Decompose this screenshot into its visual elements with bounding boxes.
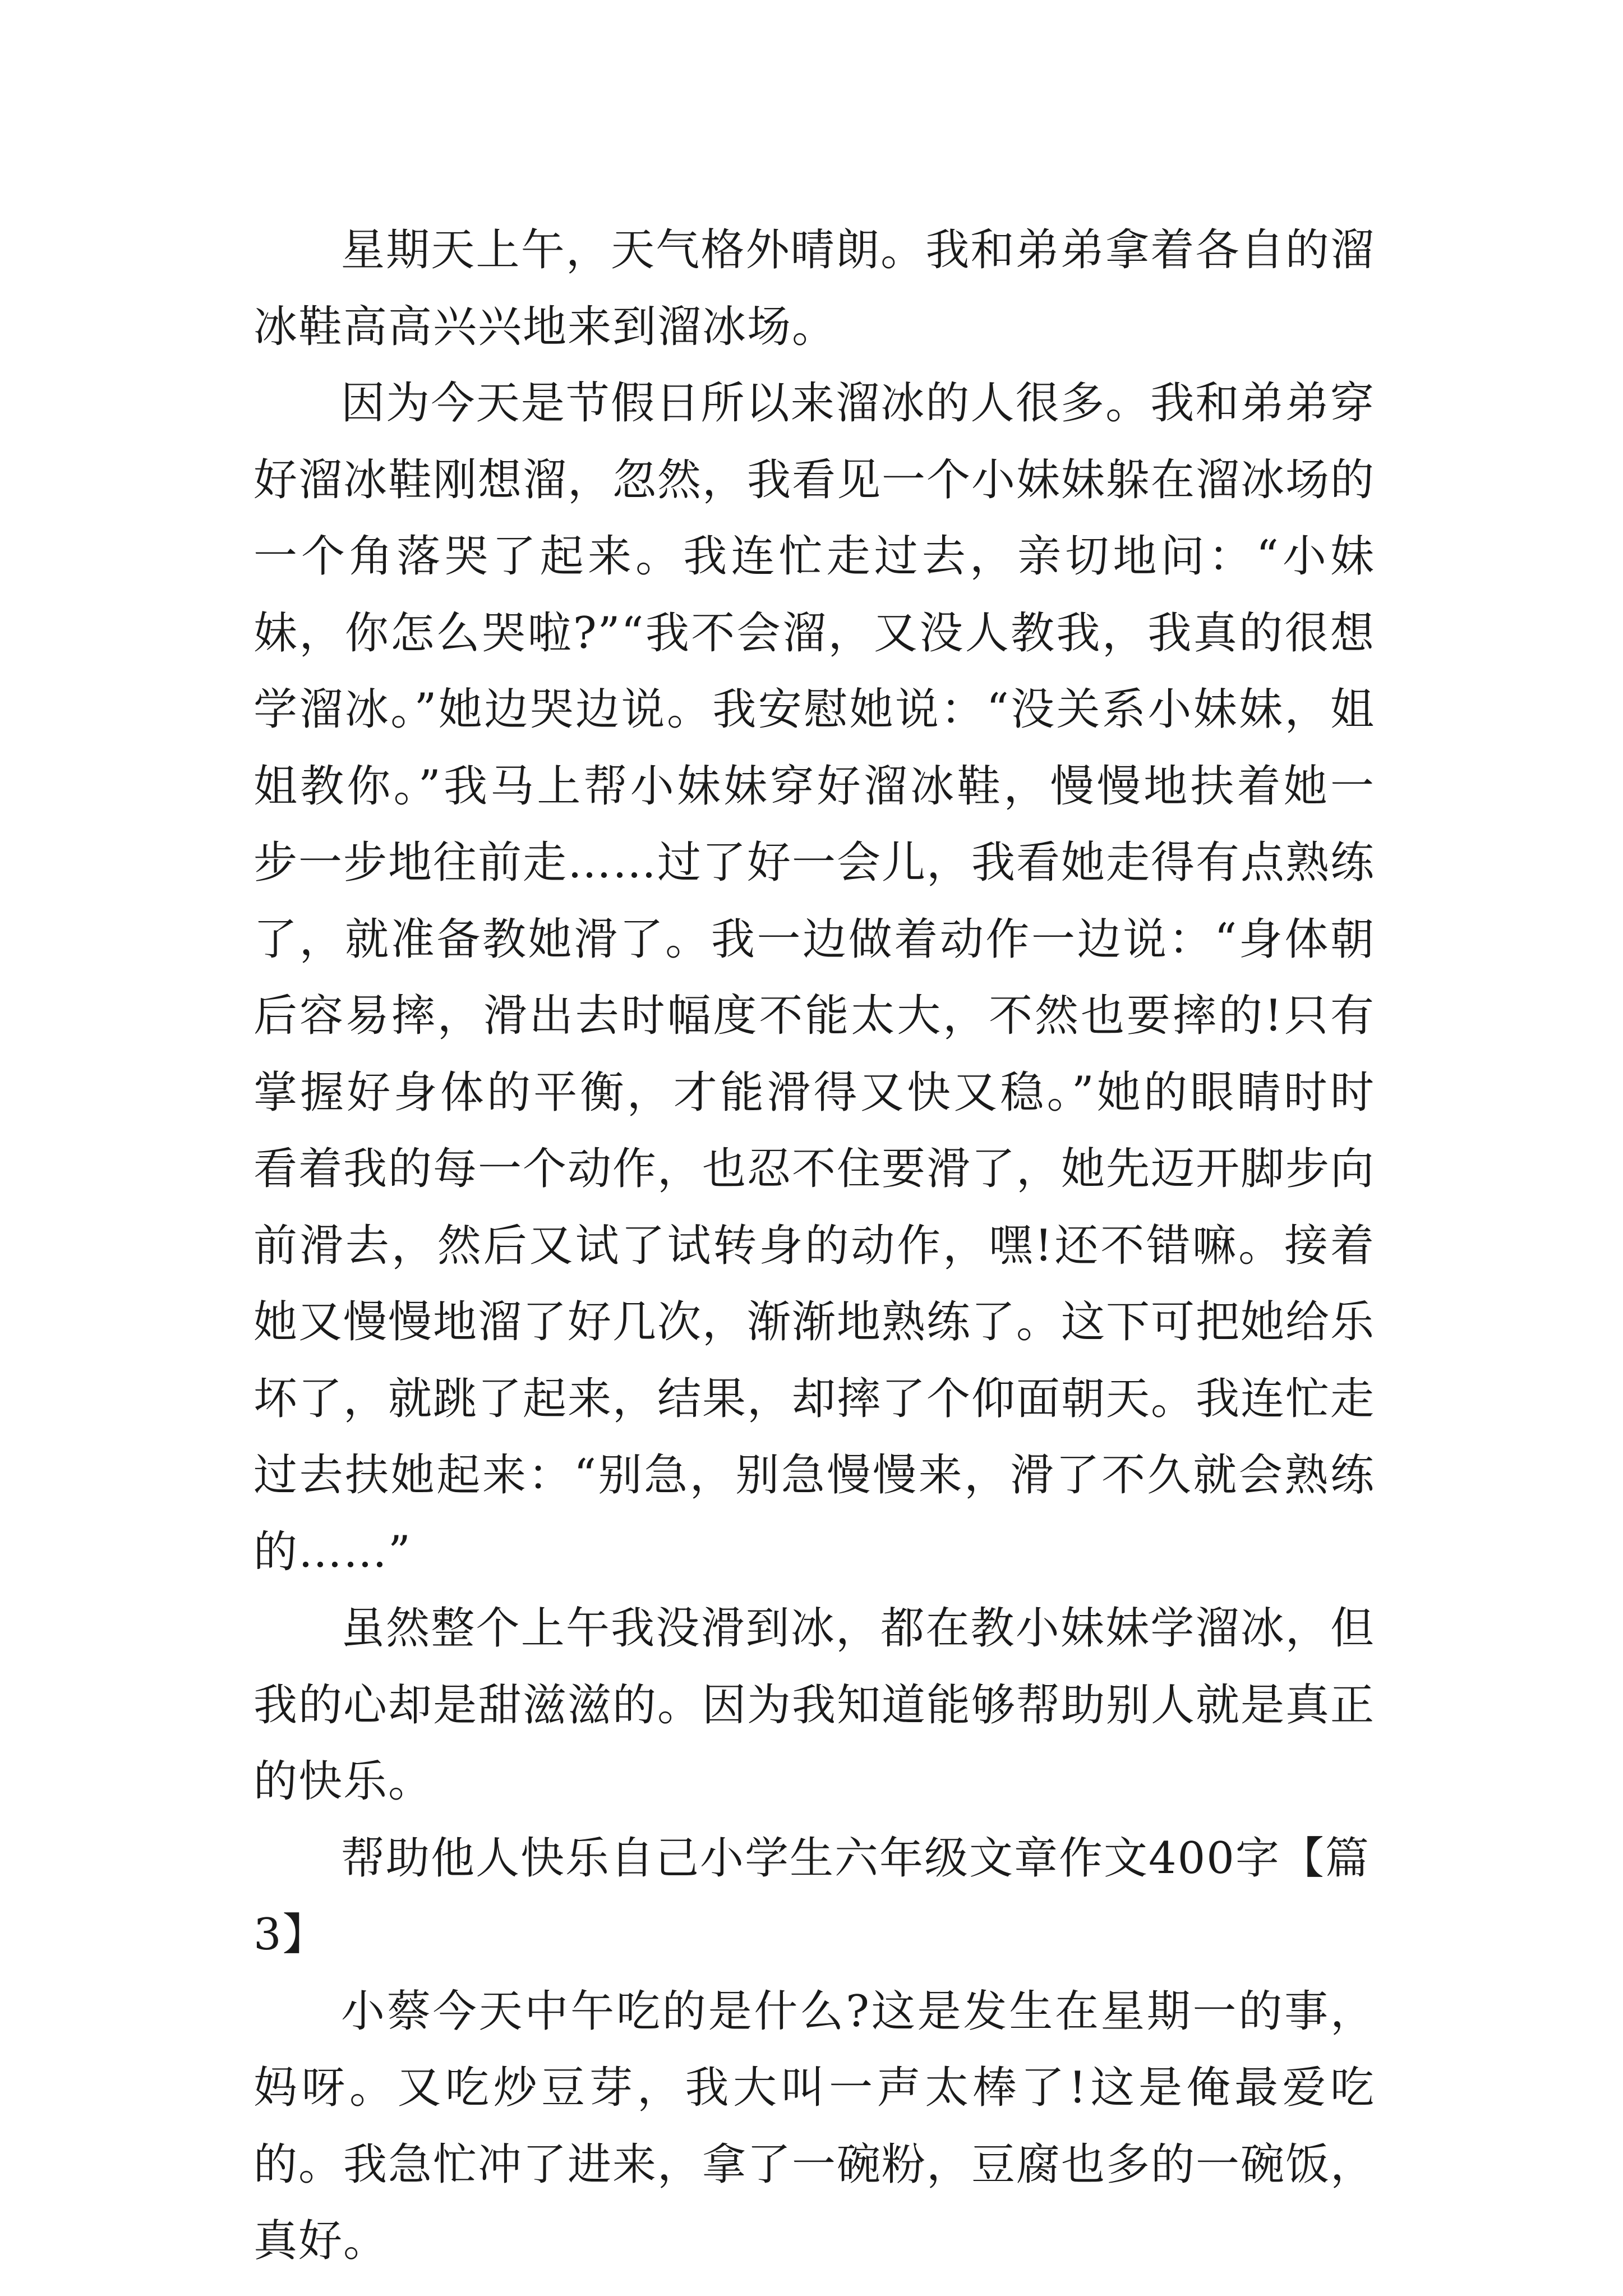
paragraph-2: 因为今天是节假日所以来溜冰的人很多。我和弟弟穿好溜冰鞋刚想溜，忽然，我看见一个小妹妹躲在溜冰场的一个角落哭了起来。我连忙走过去，亲切地问：“小妹妹，你怎么哭啦?”“我不会溜，又没人教我，我真的很想学溜冰。”她边哭边说。我安慰她说：“没关系小妹妹，姐姐教你。”我马上帮小妹妹穿好溜冰鞋，慢慢地扶着她一步一步地往前走……过了好一会儿，我看她走得有点熟练了，就准备教她滑了。我一边做着动作一边说：“身体朝后容易摔，滑出去时幅度不能太大，不然也要摔的!只有掌握好身体的平衡，才能滑得又快又稳。”她的眼睛时时看着我的每一个动作，也忍不住要滑了，她先迈开脚步向前滑去，然后又试了试转身的动作，嘿!还不错嘛。接着她又慢慢地溜了好几次，渐渐地熟练了。这下可把她给乐坏了，就跳了起来，结果，却摔了个仰面朝天。我连忙走过去扶她起来：“别急，别急慢慢来，滑了不久就会熟练的……” <box>253 378 1376 1577</box>
paragraph-3: 虽然整个上午我没滑到冰，都在教小妹妹学溜冰，但我的心却是甜滋滋的。因为我知道能够帮助别人就是真正的快乐。 <box>253 1603 1376 1807</box>
section-heading: 帮助他人快乐自己小学生六年级文章作文400字【篇3】 <box>253 1833 1370 1960</box>
paragraph-1: 星期天上午，天气格外晴朗。我和弟弟拿着各自的溜冰鞋高高兴兴地来到溜冰场。 <box>253 225 1375 352</box>
document-body <box>253 212 1375 2280</box>
paragraph-4: 小蔡今天中午吃的是什么?这是发生在星期一的事，妈呀。又吃炒豆芽，我大叫一声太棒了!这是俺最爱吃的。我急忙冲了进来，拿了一碗粉，豆腐也多的一碗饭，真好。 <box>253 1986 1376 2266</box>
